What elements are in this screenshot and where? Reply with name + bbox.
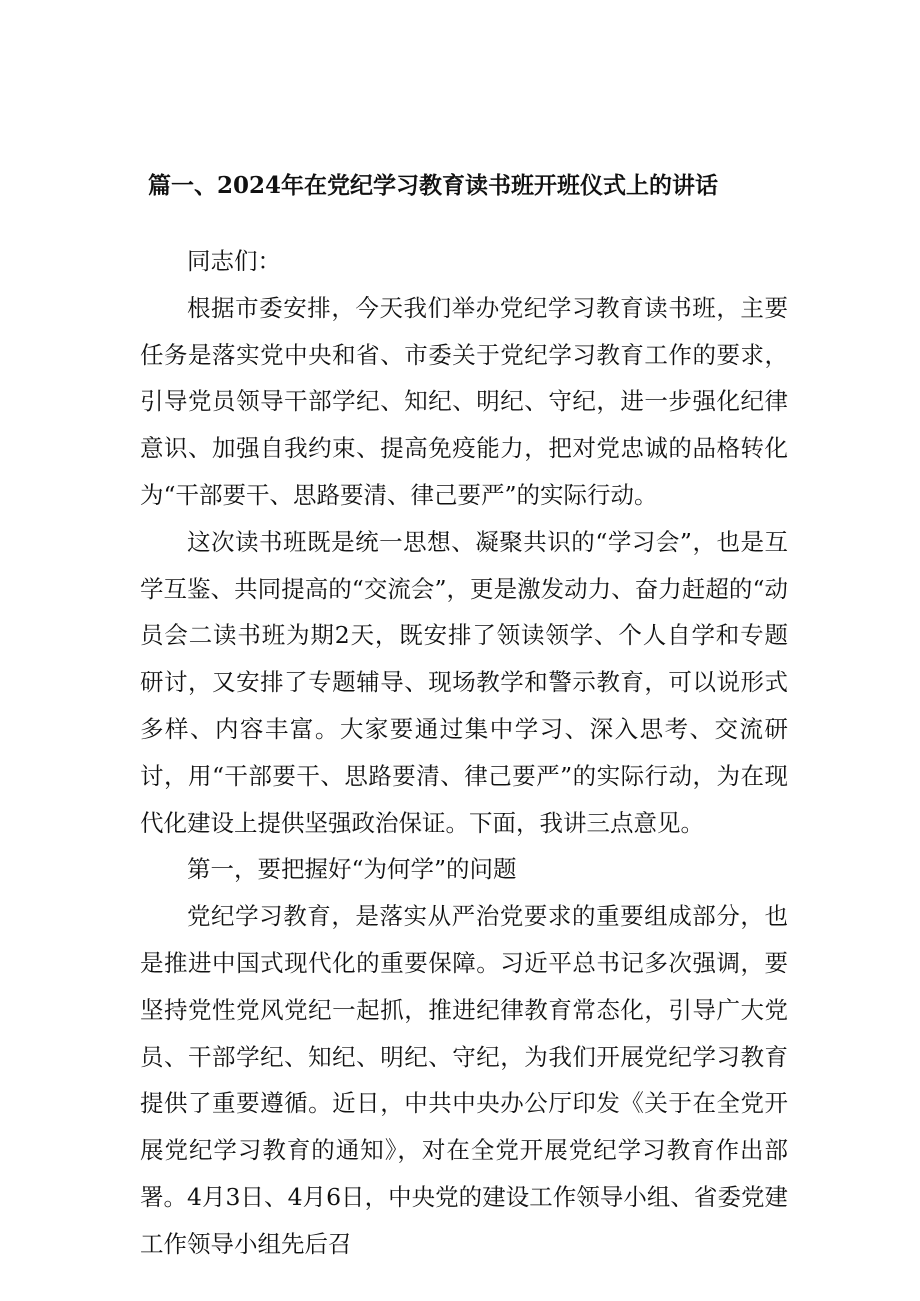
paragraph-discipline-education: 党纪学习教育，是落实从严治党要求的重要组成部分，也是推进中国式现代化的重要保障。习近平总书记多次强调，要坚持党性党风党纪一起抓，推进纪律教育常态化，引导广大党员、干部学纪、知纪、明纪、守纪，为我们开展党纪学习教育提供了重要遵循。近日，中共中央办公厅印发《关于在全党开展党纪学习教育的通知》，对在全党开展党纪学习教育作出部署。4月3日、4月6日，中央党的建设工作领导小组、省委党建工作领导小组先后召 [140, 902, 788, 1258]
section-heading-first: 第一，要把握好“为何学”的问题 [187, 855, 517, 884]
paragraph-reading-class: 这次读书班既是统一思想、凝聚共识的“学习会”，也是互学互鉴、共同提高的“交流会”，更是激发动力、奋力赶超的“动员会二读书班为期2天，既安排了领读领学、个人自学和专题研讨，又安排了专题辅导、现场教学和警示教育，可以说形式多样、内容丰富。大家要通过集中学习、深入思考、交流研讨，用“干部要干、思路要清、律己要严”的实际行动，为在现代化建设上提供坚强政治保证。下面，我讲三点意见。 [140, 527, 788, 837]
document-body [140, 238, 788, 1268]
paragraph-intro: 根据市委安排，今天我们举办党纪学习教育读书班，主要任务是落实党中央和省、市委关于党纪学习教育工作的要求，引导党员领导干部学纪、知纪、明纪、守纪，进一步强化纪律意识、加强自我约束、提高免疫能力，把对党忠诚的品格转化为“干部要干、思路要清、律己要严”的实际行动。 [140, 293, 788, 509]
document-title: 篇一、2024年在党纪学习教育读书班开班仪式上的讲话 [148, 172, 719, 199]
salutation: 同志们： [187, 247, 281, 275]
